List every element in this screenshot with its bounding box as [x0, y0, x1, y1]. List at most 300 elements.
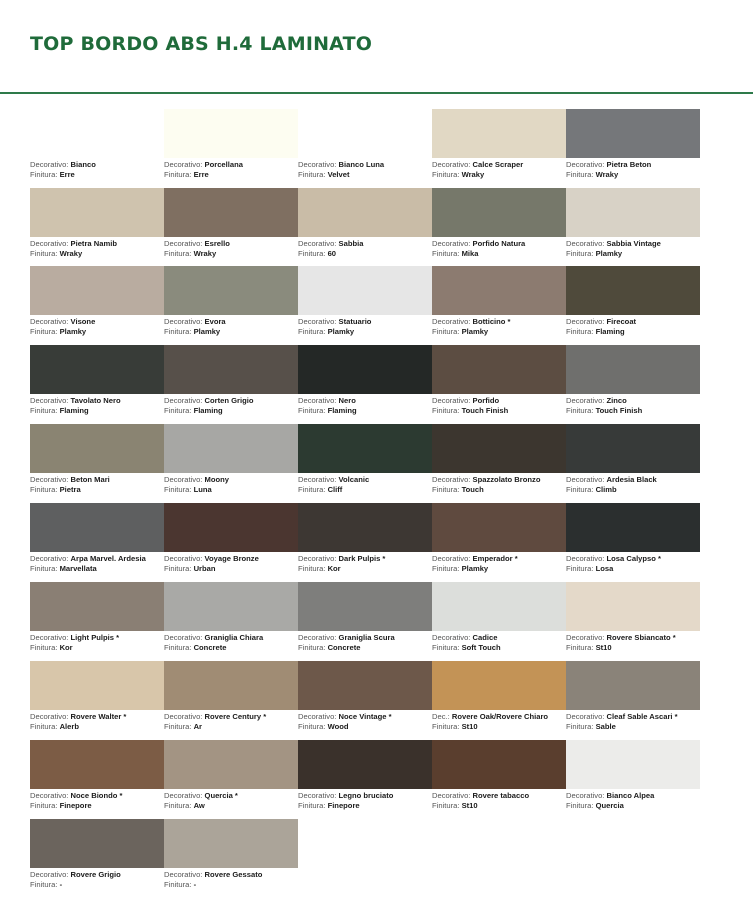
swatch-label: [432, 554, 568, 574]
finitura-line: [30, 406, 166, 416]
decorativo-key: Decorativo:: [566, 239, 607, 248]
decorativo-key: Decorativo:: [432, 475, 473, 484]
finitura-value: Plamky: [327, 327, 355, 336]
finitura-line: [432, 564, 568, 574]
swatch-item: [164, 661, 298, 740]
decorativo-key: Decorativo:: [432, 396, 473, 405]
finitura-key: Finitura:: [164, 485, 192, 494]
finitura-line: [432, 801, 568, 811]
swatch-item: [298, 582, 432, 661]
swatch-item: [30, 345, 164, 424]
swatch-item: [432, 266, 566, 345]
decorativo-line: [432, 791, 568, 801]
decorativo-line: [432, 160, 568, 170]
swatch-item: [566, 740, 700, 819]
swatch-color: [164, 819, 298, 868]
decorativo-key: Decorativo:: [164, 475, 205, 484]
swatch-label: [164, 554, 300, 574]
swatch-color: [298, 424, 432, 473]
decorativo-key: Decorativo:: [298, 396, 339, 405]
finitura-value: Touch Finish: [595, 406, 643, 415]
decorativo-value: Moony: [204, 475, 229, 484]
swatch-label: [30, 791, 166, 811]
finitura-value: Urban: [193, 564, 216, 573]
swatch-item: [164, 345, 298, 424]
decorativo-value: Pietra Namib: [70, 239, 117, 248]
finitura-key: Finitura:: [298, 801, 326, 810]
swatch-color: [30, 503, 164, 552]
finitura-line: [30, 801, 166, 811]
swatch-label: [432, 396, 568, 416]
finitura-value: Losa: [595, 564, 614, 573]
finitura-key: Finitura:: [164, 643, 192, 652]
swatch-item: [298, 109, 432, 188]
decorativo-value: Calce Scraper: [472, 160, 524, 169]
decorativo-value: Noce Vintage *: [338, 712, 392, 721]
decorativo-value: Graniglia Chiara: [204, 633, 264, 642]
swatch-item: [164, 188, 298, 267]
finitura-value: Flaming: [59, 406, 89, 415]
decorativo-line: [164, 712, 300, 722]
swatch-label: [30, 396, 166, 416]
finitura-line: [298, 327, 434, 337]
finitura-value: Mika: [461, 249, 479, 258]
swatch-label: [164, 317, 300, 337]
finitura-value: Luna: [193, 485, 212, 494]
swatch-item: [30, 819, 164, 898]
decorativo-line: [164, 317, 300, 327]
finitura-key: Finitura:: [164, 249, 192, 258]
swatch-item: [566, 266, 700, 345]
decorativo-key: Decorativo:: [164, 554, 205, 563]
decorativo-value: Rovere Grigio: [70, 870, 121, 879]
decorativo-line: [298, 317, 434, 327]
swatch-item: [432, 661, 566, 740]
swatch-color: [30, 345, 164, 394]
swatch-label: [298, 239, 434, 259]
swatch-item: [30, 109, 164, 188]
decorativo-value: Spazzolato Bronzo: [472, 475, 541, 484]
swatch-color: [164, 503, 298, 552]
swatch-item: [432, 345, 566, 424]
swatch-item: [30, 661, 164, 740]
swatch-color: [164, 266, 298, 315]
swatch-label: [164, 870, 300, 890]
swatch-item: [298, 266, 432, 345]
decorativo-value: Legno bruciato: [338, 791, 394, 800]
decorativo-line: [432, 554, 568, 564]
swatch-label: [30, 633, 166, 653]
finitura-line: [164, 406, 300, 416]
finitura-line: [164, 880, 300, 890]
decorativo-line: [298, 791, 434, 801]
decorativo-key: Decorativo:: [30, 712, 71, 721]
decorativo-key: Decorativo:: [566, 712, 607, 721]
finitura-key: Finitura:: [298, 485, 326, 494]
finitura-line: [432, 170, 568, 180]
swatch-color: [164, 582, 298, 631]
finitura-key: Finitura:: [432, 170, 460, 179]
decorativo-key: Decorativo:: [298, 160, 339, 169]
finitura-key: Finitura:: [30, 643, 58, 652]
decorativo-value: Emperador *: [472, 554, 518, 563]
finitura-line: [298, 406, 434, 416]
finitura-value: Kor: [327, 564, 341, 573]
swatch-item: [164, 109, 298, 188]
decorativo-value: Graniglia Scura: [338, 633, 395, 642]
decorativo-value: Bianco Luna: [338, 160, 385, 169]
swatch-label: [164, 712, 300, 732]
decorativo-value: Rovere Gessato: [204, 870, 263, 879]
swatch-color: [566, 740, 700, 789]
finitura-line: [432, 643, 568, 653]
finitura-line: [164, 170, 300, 180]
swatch-label: [164, 239, 300, 259]
decorativo-line: [30, 160, 166, 170]
decorativo-key: Decorativo:: [30, 317, 71, 326]
finitura-key: Finitura:: [30, 801, 58, 810]
finitura-value: Plamky: [595, 249, 623, 258]
swatch-label: [432, 475, 568, 495]
swatch-item: [566, 582, 700, 661]
decorativo-line: [30, 870, 166, 880]
finitura-key: Finitura:: [566, 801, 594, 810]
decorativo-key: Decorativo:: [432, 633, 473, 642]
swatch-item: [30, 266, 164, 345]
decorativo-value: Cleaf Sable Ascari *: [606, 712, 678, 721]
swatch-label: [566, 633, 702, 653]
decorativo-line: [566, 475, 702, 485]
finitura-value: Ar: [193, 722, 203, 731]
swatch-label: [566, 712, 702, 732]
swatch-item: [566, 424, 700, 503]
swatch-color: [164, 109, 298, 158]
decorativo-key: Decorativo:: [566, 791, 607, 800]
swatch-item: [432, 503, 566, 582]
finitura-value: Concrete: [193, 643, 227, 652]
swatch-color: [30, 582, 164, 631]
decorativo-key: Decorativo:: [164, 239, 205, 248]
finitura-line: [164, 564, 300, 574]
finitura-value: Plamky: [59, 327, 87, 336]
decorativo-value: Porcellana: [204, 160, 243, 169]
swatch-color: [566, 424, 700, 473]
swatch-label: [432, 712, 568, 732]
swatch-color: [298, 188, 432, 237]
finitura-line: [432, 406, 568, 416]
finitura-line: [164, 722, 300, 732]
finitura-key: Finitura:: [30, 170, 58, 179]
decorativo-line: [432, 396, 568, 406]
decorativo-key: Decorativo:: [566, 633, 607, 642]
swatch-label: [30, 870, 166, 890]
finitura-line: [298, 801, 434, 811]
swatch-label: [432, 633, 568, 653]
finitura-line: [432, 249, 568, 259]
finitura-value: Alerb: [59, 722, 79, 731]
decorativo-line: [566, 791, 702, 801]
decorativo-value: Rovere tabacco: [472, 791, 530, 800]
finitura-key: Finitura:: [298, 327, 326, 336]
swatch-item: [298, 661, 432, 740]
swatch-color: [566, 503, 700, 552]
swatch-label: [566, 317, 702, 337]
finitura-value: St10: [595, 643, 612, 652]
swatch-color: [30, 661, 164, 710]
swatch-color: [432, 345, 566, 394]
swatch-color: [164, 345, 298, 394]
swatch-label: [298, 633, 434, 653]
swatch-label: [432, 160, 568, 180]
finitura-value: Quercia: [595, 801, 624, 810]
finitura-line: [164, 485, 300, 495]
decorativo-key: Decorativo:: [432, 239, 473, 248]
finitura-value: Wraky: [59, 249, 83, 258]
finitura-key: Finitura:: [432, 722, 460, 731]
page-title: TOP BORDO ABS H.4 LAMINATO: [30, 33, 373, 55]
swatch-label: [432, 317, 568, 337]
decorativo-key: Decorativo:: [298, 791, 339, 800]
finitura-line: [30, 170, 166, 180]
finitura-line: [30, 249, 166, 259]
finitura-key: Finitura:: [164, 722, 192, 731]
decorativo-value: Esrello: [204, 239, 230, 248]
finitura-line: [298, 722, 434, 732]
decorativo-key: Decorativo:: [566, 160, 607, 169]
swatch-label: [566, 791, 702, 811]
decorativo-key: Decorativo:: [298, 239, 339, 248]
finitura-key: Finitura:: [30, 406, 58, 415]
decorativo-line: [566, 633, 702, 643]
swatch-label: [30, 554, 166, 574]
decorativo-value: Nero: [338, 396, 356, 405]
finitura-key: Finitura:: [432, 485, 460, 494]
finitura-value: Finepore: [327, 801, 360, 810]
finitura-key: Finitura:: [432, 643, 460, 652]
finitura-line: [566, 643, 702, 653]
finitura-line: [164, 643, 300, 653]
decorativo-line: [298, 633, 434, 643]
finitura-key: Finitura:: [566, 643, 594, 652]
decorativo-value: Bianco Alpea: [606, 791, 655, 800]
finitura-value: 60: [327, 249, 337, 258]
decorativo-line: [30, 712, 166, 722]
finitura-line: [30, 327, 166, 337]
finitura-line: [432, 327, 568, 337]
finitura-line: [298, 170, 434, 180]
swatch-item: [566, 345, 700, 424]
decorativo-value: Visone: [70, 317, 96, 326]
decorativo-line: [30, 633, 166, 643]
decorativo-value: Statuario: [338, 317, 372, 326]
decorativo-value: Quercia *: [204, 791, 238, 800]
decorativo-value: Dark Pulpis *: [338, 554, 386, 563]
finitura-line: [298, 485, 434, 495]
swatch-color: [298, 582, 432, 631]
finitura-line: [566, 406, 702, 416]
decorativo-line: [298, 475, 434, 485]
decorativo-line: [30, 317, 166, 327]
swatch-label: [30, 239, 166, 259]
finitura-line: [566, 249, 702, 259]
decorativo-key: Decorativo:: [566, 396, 607, 405]
swatch-color: [298, 109, 432, 158]
finitura-value: Pietra: [59, 485, 81, 494]
decorativo-key: Decorativo:: [30, 396, 71, 405]
decorativo-key: Decorativo:: [298, 554, 339, 563]
swatch-color: [432, 503, 566, 552]
decorativo-value: Rovere Walter *: [70, 712, 127, 721]
finitura-line: [432, 485, 568, 495]
decorativo-line: [164, 239, 300, 249]
decorativo-value: Porfido: [472, 396, 500, 405]
finitura-value: St10: [461, 722, 478, 731]
finitura-key: Finitura:: [566, 406, 594, 415]
swatch-label: [298, 396, 434, 416]
swatch-color: [432, 266, 566, 315]
swatch-label: [30, 160, 166, 180]
swatch-color: [432, 188, 566, 237]
finitura-value: Kor: [59, 643, 73, 652]
finitura-value: Wraky: [595, 170, 619, 179]
finitura-value: Plamky: [461, 327, 489, 336]
decorativo-line: [298, 239, 434, 249]
decorativo-value: Arpa Marvel. Ardesia: [70, 554, 146, 563]
swatch-color: [566, 582, 700, 631]
decorativo-line: [30, 554, 166, 564]
finitura-line: [30, 643, 166, 653]
finitura-line: [566, 801, 702, 811]
finitura-key: Finitura:: [432, 564, 460, 573]
finitura-key: Finitura:: [30, 722, 58, 731]
swatch-color: [298, 345, 432, 394]
swatch-color: [432, 661, 566, 710]
decorativo-value: Sabbia: [338, 239, 364, 248]
finitura-key: Finitura:: [298, 170, 326, 179]
finitura-value: Flaming: [193, 406, 223, 415]
swatch-item: [432, 582, 566, 661]
finitura-value: Climb: [595, 485, 617, 494]
decorativo-line: [566, 712, 702, 722]
finitura-key: Finitura:: [164, 564, 192, 573]
swatch-item: [164, 424, 298, 503]
decorativo-value: Ardesia Black: [606, 475, 657, 484]
decorativo-value: Rovere Sbiancato *: [606, 633, 676, 642]
finitura-key: Finitura:: [30, 564, 58, 573]
finitura-value: Wraky: [193, 249, 217, 258]
swatch-label: [298, 712, 434, 732]
finitura-value: Plamky: [461, 564, 489, 573]
finitura-value: -: [59, 880, 63, 889]
finitura-line: [566, 485, 702, 495]
finitura-value: Soft Touch: [461, 643, 501, 652]
finitura-value: Wood: [327, 722, 349, 731]
decorativo-value: Voyage Bronze: [204, 554, 259, 563]
swatch-color: [298, 661, 432, 710]
swatch-label: [30, 712, 166, 732]
decorativo-key: Decorativo:: [164, 396, 205, 405]
finitura-key: Finitura:: [298, 564, 326, 573]
decorativo-key: Decorativo:: [164, 160, 205, 169]
swatch-label: [164, 633, 300, 653]
swatch-label: [432, 239, 568, 259]
finitura-key: Finitura:: [164, 170, 192, 179]
swatch-item: [298, 503, 432, 582]
swatch-item: [298, 740, 432, 819]
finitura-line: [164, 249, 300, 259]
decorativo-line: [30, 791, 166, 801]
finitura-value: Flaming: [595, 327, 625, 336]
swatch-label: [30, 475, 166, 495]
decorativo-key: Decorativo:: [566, 317, 607, 326]
finitura-key: Finitura:: [432, 327, 460, 336]
decorativo-line: [432, 712, 568, 722]
finitura-line: [566, 722, 702, 732]
decorativo-line: [432, 475, 568, 485]
finitura-line: [30, 564, 166, 574]
finitura-key: Finitura:: [30, 327, 58, 336]
swatch-color: [30, 109, 164, 158]
finitura-key: Finitura:: [566, 564, 594, 573]
swatch-label: [298, 791, 434, 811]
decorativo-line: [566, 554, 702, 564]
finitura-line: [164, 327, 300, 337]
swatch-color: [298, 740, 432, 789]
decorativo-line: [164, 870, 300, 880]
decorativo-line: [432, 633, 568, 643]
swatch-item: [164, 503, 298, 582]
swatch-item: [298, 424, 432, 503]
decorativo-value: Corten Grigio: [204, 396, 254, 405]
swatch-label: [298, 554, 434, 574]
swatch-label: [298, 475, 434, 495]
swatch-item: [566, 661, 700, 740]
finitura-line: [164, 801, 300, 811]
decorativo-value: Evora: [204, 317, 226, 326]
decorativo-line: [30, 239, 166, 249]
decorativo-key: Decorativo:: [164, 712, 205, 721]
finitura-line: [298, 564, 434, 574]
decorativo-key: Decorativo:: [30, 239, 71, 248]
decorativo-key: Decorativo:: [298, 317, 339, 326]
finitura-value: St10: [461, 801, 478, 810]
finitura-key: Finitura:: [164, 880, 192, 889]
swatch-item: [298, 345, 432, 424]
decorativo-line: [164, 396, 300, 406]
swatch-color: [432, 109, 566, 158]
decorativo-key: Decorativo:: [298, 712, 339, 721]
finitura-key: Finitura:: [566, 249, 594, 258]
swatch-item: [164, 740, 298, 819]
finitura-line: [30, 880, 166, 890]
swatch-label: [298, 160, 434, 180]
finitura-value: Marvellata: [59, 564, 97, 573]
decorativo-line: [164, 160, 300, 170]
finitura-line: [432, 722, 568, 732]
decorativo-key: Decorativo:: [30, 160, 71, 169]
swatch-label: [566, 396, 702, 416]
decorativo-value: Rovere Century *: [204, 712, 267, 721]
swatch-label: [566, 239, 702, 259]
decorativo-key: Decorativo:: [298, 475, 339, 484]
decorativo-key: Decorativo:: [566, 475, 607, 484]
finitura-key: Finitura:: [298, 643, 326, 652]
decorativo-key: Decorativo:: [30, 633, 71, 642]
finitura-key: Finitura:: [164, 801, 192, 810]
finitura-value: Touch: [461, 485, 484, 494]
finitura-key: Finitura:: [566, 485, 594, 494]
swatch-label: [566, 554, 702, 574]
